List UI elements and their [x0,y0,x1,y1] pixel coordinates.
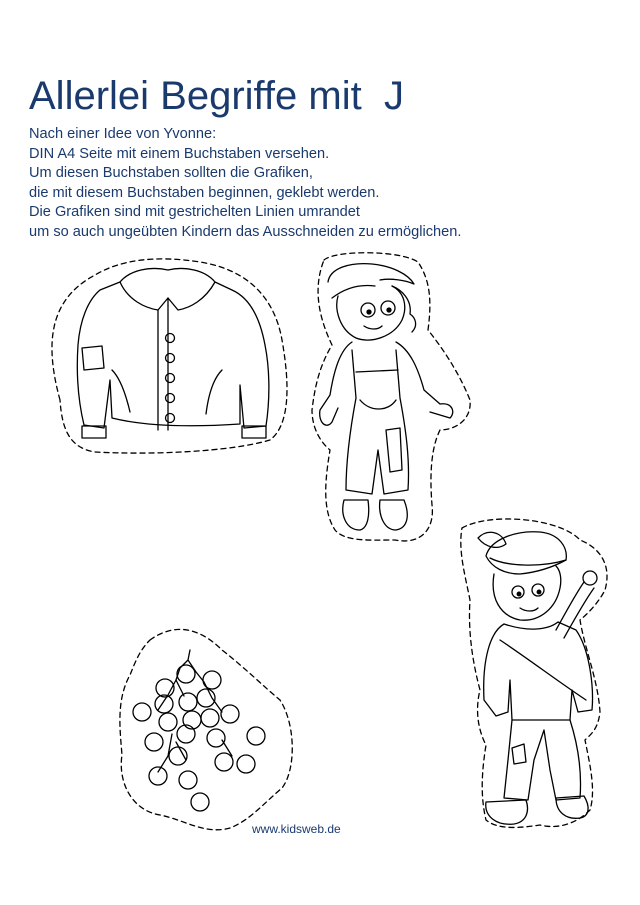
footer-url[interactable]: www.kidsweb.de [252,822,341,836]
intro-line: um so auch ungeübten Kindern das Ausschneiden zu ermöglichen. [29,223,462,240]
intro-line: DIN A4 Seite mit einem Buchstaben versehen. [29,145,330,162]
berries-graphic [120,629,292,829]
boy-graphic [312,253,470,541]
hunter-graphic [461,519,607,827]
intro-line: Um diesen Buchstaben sollten die Grafiken, [29,165,313,182]
intro-line: die mit diesem Buchstaben beginnen, geklebt werden. [29,184,380,201]
intro-line: Nach einer Idee von Yvonne: [29,126,217,142]
jacket-graphic [52,259,287,453]
page-title: Allerlei Begriffe mit J [29,74,404,118]
intro-line: Die Grafiken sind mit gestrichelten Linien umrandet [29,204,360,221]
